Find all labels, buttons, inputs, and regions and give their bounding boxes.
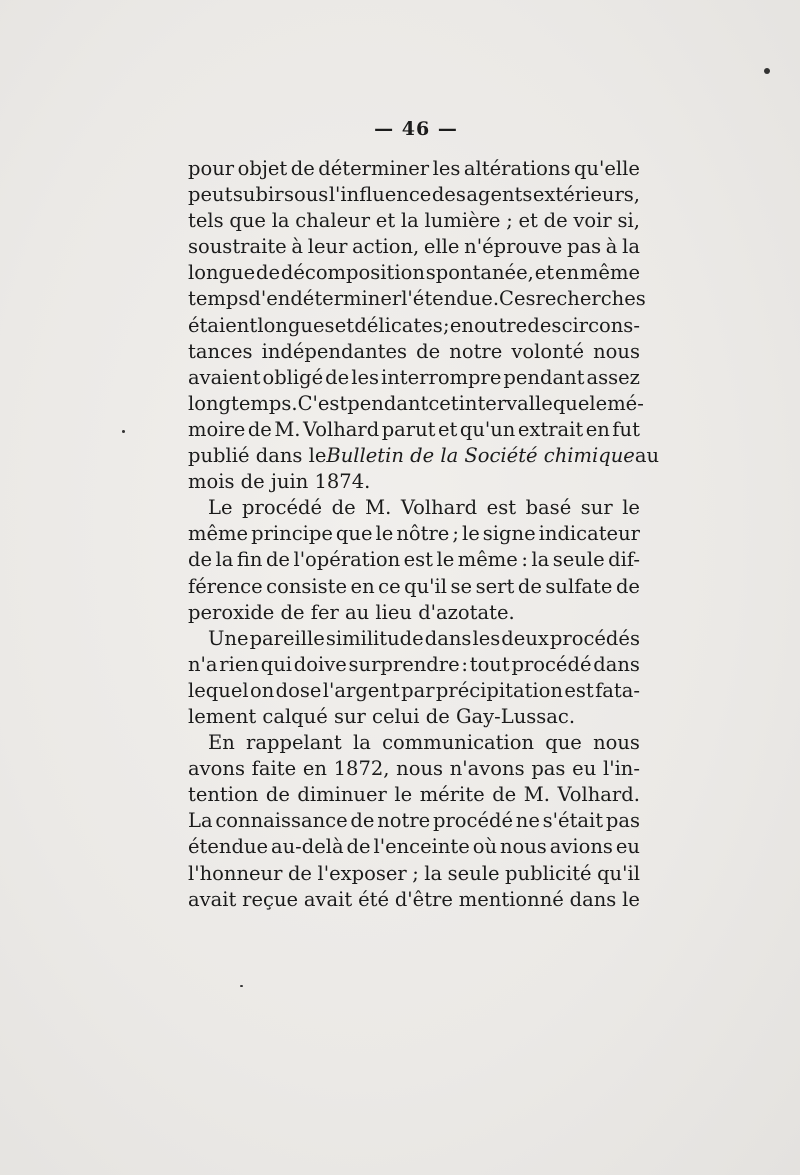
word: les [432, 157, 461, 180]
word: extrait [517, 417, 584, 441]
body-text [188, 156, 659, 913]
word: Volhard. [557, 783, 640, 807]
word: Volhard [302, 417, 380, 441]
word: les [351, 365, 379, 389]
word: extérieurs, [532, 183, 640, 207]
word: en [585, 417, 610, 441]
word: d'être [394, 887, 453, 911]
word: l'enceinte [373, 835, 470, 859]
word: même [579, 261, 640, 285]
word: de [325, 365, 350, 389]
word: que [335, 522, 373, 546]
text-line [188, 861, 640, 887]
word: pendant [347, 391, 429, 415]
word: ne [515, 809, 540, 833]
word: rien [219, 652, 259, 676]
word: de [517, 574, 542, 598]
text-line [188, 260, 640, 286]
word: eu [615, 835, 640, 859]
word: en [449, 313, 474, 337]
word: ; [412, 861, 419, 885]
word: décomposition [280, 261, 425, 285]
word: l'étendue. [401, 287, 500, 311]
word: déterminer [318, 157, 430, 180]
word: sert [475, 574, 515, 598]
word: Une [208, 626, 249, 650]
word: procédés [549, 626, 640, 650]
word: publicité [505, 861, 592, 885]
word: de [615, 574, 640, 598]
word: cet [428, 391, 459, 415]
word: longue [188, 261, 256, 285]
journal-title: Bulletin de la Société chimique [326, 444, 635, 468]
word: l'exposer [317, 861, 407, 885]
word: où [472, 835, 498, 859]
word: l'honneur [188, 861, 283, 885]
word: le [461, 522, 480, 546]
word: pareille [249, 626, 325, 650]
word: reçue [242, 887, 299, 911]
word: moire [188, 417, 246, 441]
word: recherches [535, 287, 646, 311]
word: que [552, 391, 590, 415]
word: Ces [499, 287, 536, 311]
word: qu'il [597, 861, 640, 885]
word: 1872, [333, 757, 390, 781]
word: principe [251, 522, 333, 546]
text-line [188, 808, 640, 834]
word: avait [303, 887, 353, 911]
word: délicates [354, 313, 443, 337]
word: de [290, 157, 315, 180]
text-line [188, 208, 640, 234]
text-line: peroxide de fer au lieu d'azotate. [188, 600, 515, 624]
word: objet [237, 157, 288, 180]
word: intervalle [458, 391, 553, 415]
word: nôtre [396, 522, 450, 546]
word: et [518, 209, 538, 233]
word: leur [307, 235, 348, 259]
text-line [188, 521, 640, 547]
word: à [605, 235, 618, 259]
word: rappelant [246, 731, 342, 755]
word: le [436, 548, 455, 572]
word: en [302, 757, 327, 781]
word: déterminer [290, 287, 402, 311]
word: étendue [188, 835, 269, 859]
word: surprendre [348, 652, 460, 676]
word: de [492, 783, 517, 807]
text-line [188, 339, 640, 365]
word: étaient [188, 313, 258, 337]
word: action, [352, 235, 420, 259]
word: n'a [188, 652, 218, 676]
word: : [521, 548, 528, 572]
word: l'in- [602, 757, 640, 781]
paragraph-start [188, 730, 640, 756]
word: le [622, 496, 640, 520]
word: de [265, 548, 290, 572]
word: tout [469, 652, 510, 676]
text-line [188, 678, 640, 704]
ink-speck [764, 68, 770, 74]
word: est [403, 548, 434, 572]
word: indicateur [538, 522, 640, 546]
text-line [188, 782, 640, 808]
word: le [375, 522, 394, 546]
word: volonté [511, 339, 585, 363]
word: à [291, 235, 304, 259]
text-line [188, 234, 640, 260]
word: avaient [188, 365, 261, 389]
word: nous [593, 339, 640, 363]
word: de [188, 548, 213, 572]
text-line [188, 756, 640, 782]
word: et [334, 313, 355, 337]
word: de [543, 209, 568, 233]
word: sulfate [545, 574, 613, 598]
text-line-end: au [634, 444, 659, 468]
word: sur [580, 496, 613, 520]
word: basé [525, 496, 572, 520]
word: chaleur [295, 209, 371, 233]
word: de [265, 783, 290, 807]
word: tances [188, 339, 253, 363]
word: Le [208, 496, 233, 520]
word: au-delà [270, 835, 344, 859]
word: qu'elle [573, 157, 640, 180]
word: dif- [608, 548, 640, 572]
word: Volhard [400, 496, 478, 520]
word: avait [188, 887, 237, 911]
word: temps [188, 287, 249, 311]
word: est [564, 678, 594, 702]
word: procédé [432, 809, 514, 833]
word: spontanée, [425, 261, 534, 285]
word: en [554, 261, 580, 285]
word: la [400, 209, 419, 233]
word: fata- [595, 678, 640, 702]
word: : [461, 652, 468, 676]
word: ; [452, 522, 459, 546]
word: pas [566, 235, 602, 259]
word: d'en [248, 287, 291, 311]
word: dans [424, 626, 472, 650]
word: été [358, 887, 389, 911]
word: et [534, 261, 555, 285]
word: soustraite [188, 235, 287, 259]
paragraph-start [188, 626, 640, 652]
word: pendant [503, 365, 585, 389]
word: deux [501, 626, 549, 650]
word: des [527, 313, 562, 337]
word: voir [573, 209, 612, 233]
word: nous [499, 835, 547, 859]
page-number: — 46 — [374, 118, 458, 140]
word: la [215, 548, 234, 572]
word: s'était [542, 809, 604, 833]
word: est [486, 496, 517, 520]
word: elle [423, 235, 460, 259]
word: parut [381, 417, 436, 441]
word: La [188, 809, 213, 833]
word: on [249, 678, 275, 702]
word: signe [482, 522, 536, 546]
text-line [188, 365, 640, 391]
word: avons [188, 757, 245, 781]
word: des [431, 183, 466, 207]
word: mérite [419, 783, 485, 807]
word: C'est [297, 391, 348, 415]
text-line [188, 547, 640, 573]
word: le [622, 887, 640, 911]
word: obligé [262, 365, 324, 389]
word: même [188, 522, 249, 546]
word: longtemps. [188, 391, 298, 415]
text-line [188, 313, 640, 339]
word: ; [506, 209, 513, 233]
word: de [331, 496, 356, 520]
word: le [394, 783, 413, 807]
word: tels [188, 209, 224, 233]
word: diminuer [297, 783, 387, 807]
word: et [375, 209, 396, 233]
word: M. [365, 496, 392, 520]
word: de [346, 835, 371, 859]
word: longues [257, 313, 335, 337]
word: seule [447, 861, 500, 885]
word: en [350, 574, 375, 598]
word: pas [531, 757, 566, 781]
word: lumière [424, 209, 501, 233]
text-line [188, 156, 640, 182]
word: faite [251, 757, 297, 781]
text-line-with-italic [188, 443, 659, 469]
ink-speck [240, 985, 243, 987]
word: que [545, 731, 582, 755]
word: si, [617, 209, 640, 233]
text-line [188, 652, 640, 678]
word: par [401, 678, 435, 702]
ink-speck [122, 430, 125, 433]
word: eu [572, 757, 597, 781]
word: n'éprouve [464, 235, 563, 259]
word: qu'il [404, 574, 448, 598]
word: pas [605, 809, 640, 833]
word: mé- [607, 391, 644, 415]
word: tention [188, 783, 259, 807]
word: l'influence [328, 183, 432, 207]
word: précipitation [435, 678, 563, 702]
word: qui [260, 652, 292, 676]
word: se [450, 574, 473, 598]
text-line: lement calqué sur celui de Gay-Lussac. [188, 704, 576, 728]
word: l'opération [293, 548, 401, 572]
word: ; [443, 313, 450, 337]
word: la [424, 861, 443, 885]
word: notre [449, 339, 503, 363]
word: altérations [463, 157, 571, 180]
word: En [208, 731, 235, 755]
word: n'avons [449, 757, 525, 781]
text-line [188, 417, 640, 443]
word: fin [236, 548, 263, 572]
word: procédé [511, 652, 592, 676]
text-line: mois de juin 1874. [188, 470, 371, 494]
word: agents [466, 183, 533, 207]
paragraph-start [188, 495, 640, 521]
word: similitude [325, 626, 424, 650]
word: subir [232, 183, 284, 207]
word: de [255, 261, 281, 285]
word: la [531, 548, 550, 572]
word: lequel [188, 678, 249, 702]
word: et [437, 417, 458, 441]
word: notre [377, 809, 431, 833]
text-line [188, 834, 640, 860]
word: férence [188, 574, 263, 598]
text-line [188, 574, 640, 600]
word: sous [284, 183, 329, 207]
word: consiste [266, 574, 348, 598]
word: dans [593, 652, 640, 676]
word: M. [274, 417, 301, 441]
word: nous [396, 757, 444, 781]
word: la [352, 731, 371, 755]
word: l'argent [322, 678, 400, 702]
word: seule [552, 548, 605, 572]
word: le [589, 391, 608, 415]
word: même [457, 548, 518, 572]
word: indépendantes [261, 339, 408, 363]
text-line [188, 286, 646, 312]
word: de [247, 417, 272, 441]
word: interrompre [381, 365, 502, 389]
word: qu'un [459, 417, 516, 441]
word: la [271, 209, 290, 233]
text-line [188, 391, 644, 417]
word: assez [586, 365, 640, 389]
word: ce [378, 574, 401, 598]
word: mentionné [458, 887, 564, 911]
word: de [287, 861, 312, 885]
word: M. [523, 783, 550, 807]
word: fut [612, 417, 640, 441]
word: les [472, 626, 501, 650]
word: avions [549, 835, 613, 859]
word: nous [593, 731, 640, 755]
word: de [350, 809, 375, 833]
word: doive [293, 652, 347, 676]
word: communication [382, 731, 535, 755]
word: procédé [242, 496, 323, 520]
text-line [188, 887, 640, 913]
word: de [416, 339, 441, 363]
word: outre [474, 313, 528, 337]
word: pour [188, 157, 235, 180]
word: peut [188, 183, 233, 207]
word: dose [275, 678, 322, 702]
word: la [622, 235, 640, 259]
word: connaissance [215, 809, 348, 833]
text-line-start: publié dans le [188, 444, 327, 468]
text-line [188, 182, 640, 208]
word: circons- [561, 313, 640, 337]
word: dans [569, 887, 617, 911]
word: que [229, 209, 266, 233]
